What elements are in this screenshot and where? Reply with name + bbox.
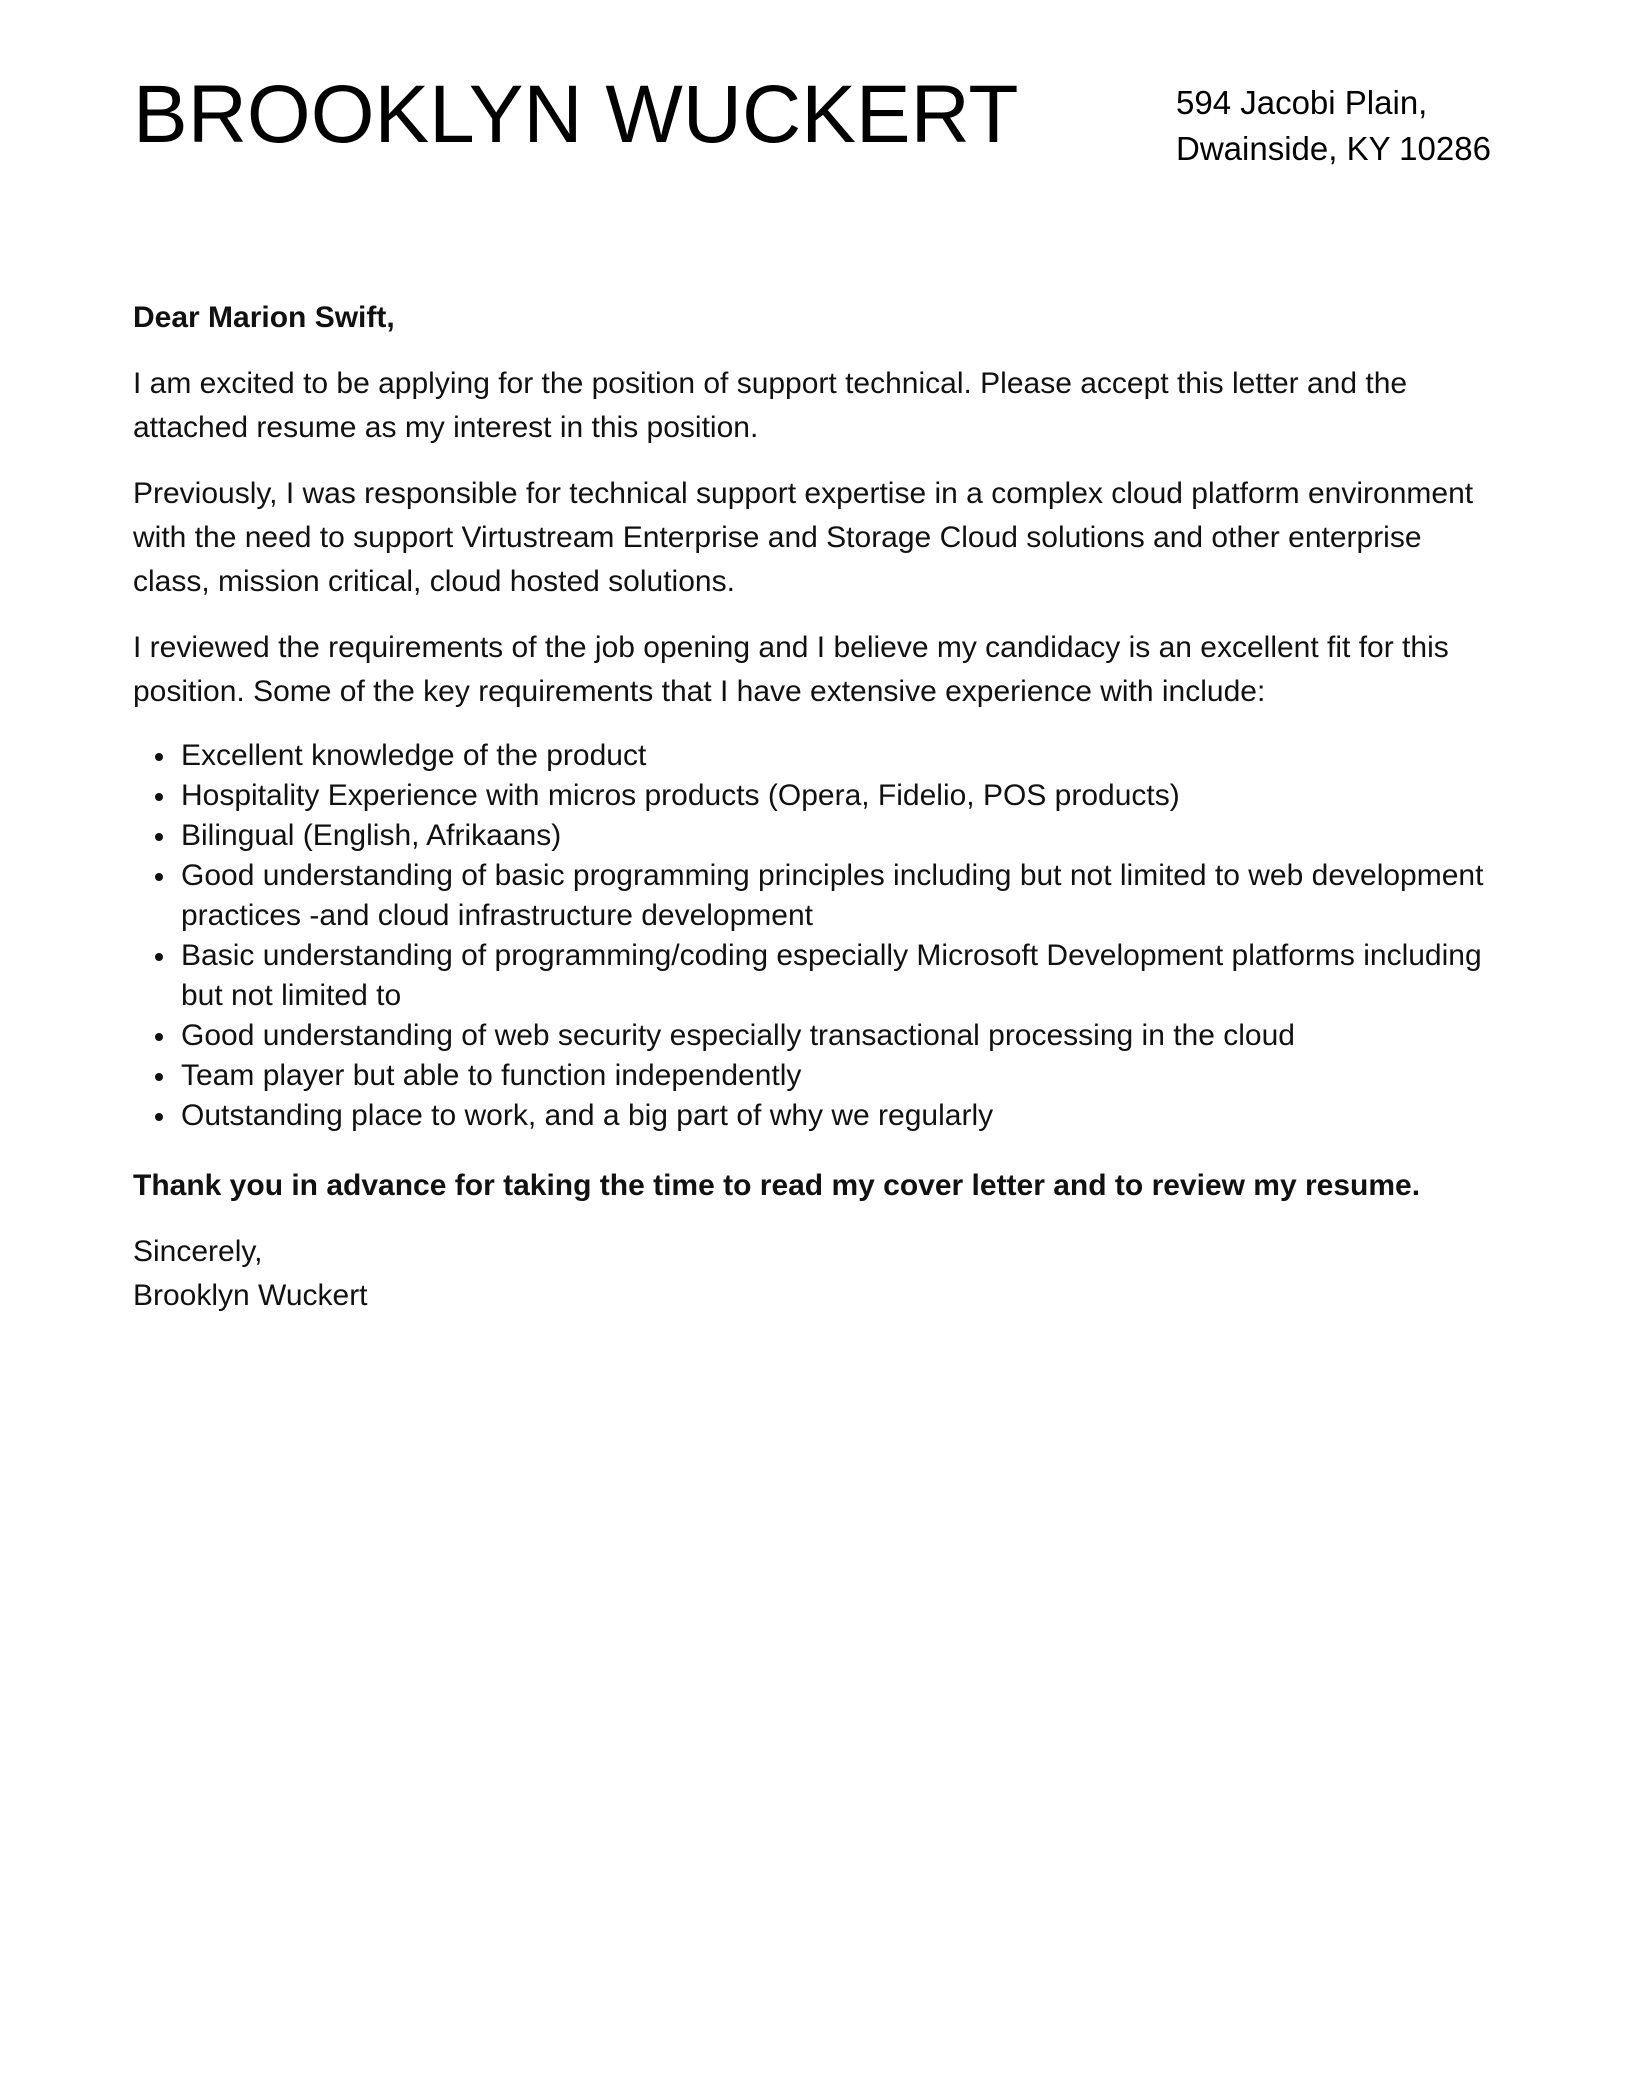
requirements-list: [133, 736, 1499, 1136]
salutation: Dear Marion Swift,: [133, 301, 395, 334]
paragraph-intro: I am excited to be applying for the position of support technical. Please accept this letter and the attached resume as my interest in this position.: [133, 367, 1408, 444]
list-item: Team player but able to function independently: [181, 1056, 1499, 1096]
signature-name: Brooklyn Wuckert: [133, 1279, 368, 1312]
letter-body: [133, 296, 1499, 1318]
address-line-1: 594 Jacobi Plain,: [1176, 84, 1428, 121]
paragraph-experience: Previously, I was responsible for technical support expertise in a complex cloud platform environment with the need to support Virtustream Enterprise and Storage Cloud solutions and other enterprise class, mission critical, cloud hosted solutions.: [133, 477, 1474, 598]
list-item: Hospitality Experience with micros products (Opera, Fidelio, POS products): [181, 776, 1499, 816]
list-item: Bilingual (English, Afrikaans): [181, 816, 1499, 856]
applicant-name: BROOKLYN WUCKERT: [133, 69, 1019, 160]
applicant-address: [1176, 80, 1491, 172]
address-line-2: Dwainside, KY 10286: [1176, 130, 1491, 167]
list-item: Excellent knowledge of the product: [181, 736, 1499, 776]
closing-statement: Thank you in advance for taking the time to read my cover letter and to review my resume.: [133, 1169, 1421, 1202]
list-item: Outstanding place to work, and a big part of why we regularly: [181, 1096, 1499, 1136]
list-item: Basic understanding of programming/coding especially Microsoft Development platforms including but not limited to: [181, 936, 1499, 1016]
list-item: Good understanding of web security especially transactional processing in the cloud: [181, 1016, 1499, 1056]
list-item: Good understanding of basic programming principles including but not limited to web development practices -and cloud infrastructure development: [181, 856, 1499, 936]
signoff: Sincerely,: [133, 1235, 263, 1268]
paragraph-requirements: I reviewed the requirements of the job opening and I believe my candidacy is an excellent fit for this position. Some of the key requirements that I have extensive experience with include:: [133, 631, 1449, 708]
